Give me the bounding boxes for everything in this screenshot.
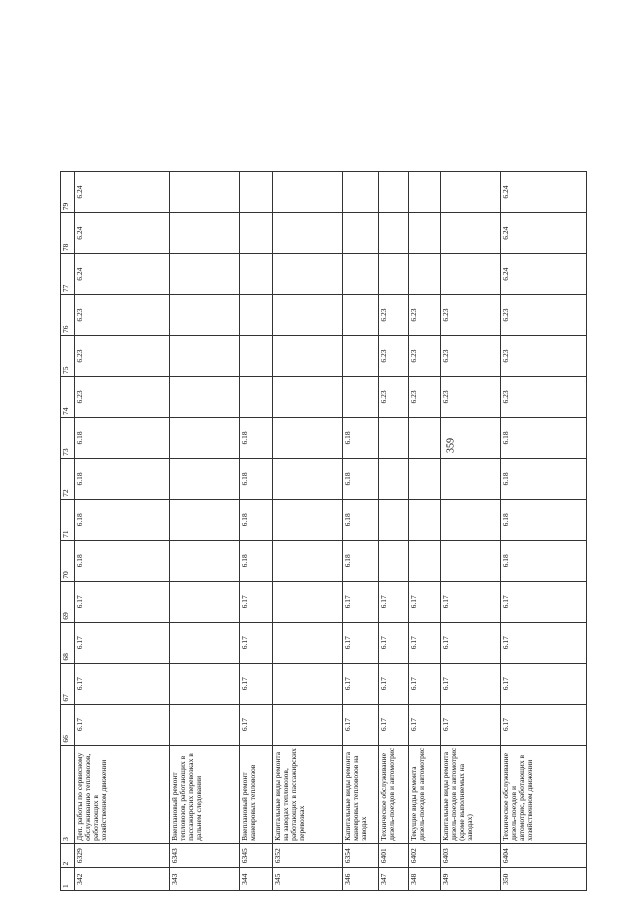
value-cell [240, 295, 273, 336]
value-cell: 6.18 [240, 499, 273, 540]
value-cell: 6.17 [501, 704, 587, 745]
value-cell [441, 540, 501, 581]
value-cell: 6.23 [379, 295, 409, 336]
table-row [343, 172, 379, 891]
column-header: 71 [61, 499, 75, 540]
value-cell: 6.24 [501, 213, 587, 254]
value-cell [379, 499, 409, 540]
value-cell [170, 622, 240, 663]
value-cell: 6.17 [75, 704, 170, 745]
value-cell [273, 581, 343, 622]
value-cell: 6.18 [343, 499, 379, 540]
row-code: 6401 [379, 843, 409, 868]
value-cell: 6.24 [75, 172, 170, 213]
row-name: Техническое обслуживание дизель-поездов и автомотрис [379, 745, 409, 843]
row-number: 342 [75, 868, 170, 891]
value-cell [240, 172, 273, 213]
value-cell [273, 540, 343, 581]
table-row [409, 172, 441, 891]
value-cell: 6.17 [240, 581, 273, 622]
value-cell [409, 458, 441, 499]
row-name: Техническое обслуживание дизель-поездов и автомотрис, работающих в хозяйственном движении [501, 745, 587, 843]
value-cell: 6.23 [379, 377, 409, 418]
column-header: 2 [61, 843, 75, 868]
column-header: 79 [61, 172, 75, 213]
column-header: 78 [61, 213, 75, 254]
row-number: 346 [343, 868, 379, 891]
value-cell [170, 213, 240, 254]
value-cell [240, 254, 273, 295]
value-cell [379, 417, 409, 458]
value-cell [170, 581, 240, 622]
row-number: 350 [501, 868, 587, 891]
value-cell [379, 213, 409, 254]
value-cell [273, 254, 343, 295]
value-cell: 6.23 [409, 336, 441, 377]
registry-table [60, 171, 587, 891]
value-cell: 6.17 [379, 663, 409, 704]
value-cell: 6.17 [409, 704, 441, 745]
value-cell: 6.23 [441, 295, 501, 336]
value-cell [273, 172, 343, 213]
value-cell: 6.18 [240, 417, 273, 458]
value-cell [240, 336, 273, 377]
value-cell [379, 540, 409, 581]
value-cell: 6.18 [501, 417, 587, 458]
value-cell: 6.17 [441, 704, 501, 745]
value-cell: 6.17 [379, 622, 409, 663]
value-cell: 6.24 [501, 172, 587, 213]
value-cell: 6.18 [501, 540, 587, 581]
row-number: 344 [240, 868, 273, 891]
column-header: 70 [61, 540, 75, 581]
value-cell: 6.23 [409, 377, 441, 418]
value-cell: 6.18 [501, 499, 587, 540]
table-row [273, 172, 343, 891]
value-cell [409, 172, 441, 213]
value-cell [379, 458, 409, 499]
value-cell: 6.18 [75, 458, 170, 499]
value-cell [273, 295, 343, 336]
value-cell [343, 377, 379, 418]
value-cell: 6.17 [379, 581, 409, 622]
table-row [75, 172, 170, 891]
value-cell: 6.17 [409, 581, 441, 622]
value-cell: 6.17 [343, 622, 379, 663]
table-body [75, 172, 587, 891]
value-cell [409, 213, 441, 254]
value-cell: 6.17 [441, 663, 501, 704]
value-cell [273, 704, 343, 745]
row-name: Внеплановый ремонт маневровых тепловозов [240, 745, 273, 843]
table-row [501, 172, 587, 891]
value-cell [170, 540, 240, 581]
value-cell: 6.17 [75, 622, 170, 663]
value-cell: 6.17 [240, 663, 273, 704]
value-cell [273, 213, 343, 254]
value-cell: 6.17 [501, 581, 587, 622]
value-cell [170, 254, 240, 295]
value-cell [170, 295, 240, 336]
value-cell [170, 336, 240, 377]
value-cell [379, 254, 409, 295]
value-cell [409, 499, 441, 540]
row-code: 6403 [441, 843, 501, 868]
value-cell [170, 704, 240, 745]
row-number: 348 [409, 868, 441, 891]
value-cell: 6.17 [409, 622, 441, 663]
row-code: 6404 [501, 843, 587, 868]
value-cell: 6.17 [343, 581, 379, 622]
value-cell [409, 254, 441, 295]
table-row [441, 172, 501, 891]
value-cell: 6.23 [501, 336, 587, 377]
value-cell: 6.23 [75, 377, 170, 418]
value-cell [273, 663, 343, 704]
value-cell: 6.18 [240, 540, 273, 581]
value-cell [409, 417, 441, 458]
value-cell [240, 213, 273, 254]
value-cell [170, 417, 240, 458]
value-cell [343, 213, 379, 254]
value-cell: 6.23 [441, 336, 501, 377]
column-header: 69 [61, 581, 75, 622]
value-cell [170, 172, 240, 213]
value-cell: 6.23 [75, 295, 170, 336]
value-cell [379, 172, 409, 213]
row-code: 6345 [240, 843, 273, 868]
value-cell [441, 254, 501, 295]
row-name: Внеплановый ремонт тепловозов, работающих в пассажирских перевозках в дальнем следовании [170, 745, 240, 843]
row-name: Капитальные виды ремонта дизель-поездов и автомотрис (кроме выполняемых на заводах) [441, 745, 501, 843]
value-cell [343, 336, 379, 377]
value-cell: 6.24 [501, 254, 587, 295]
value-cell [170, 499, 240, 540]
row-number: 349 [441, 868, 501, 891]
row-name: Капитальные виды ремонта на заводах тепловозов, работающих в пассажирских перевозках [273, 745, 343, 843]
value-cell: 6.24 [75, 213, 170, 254]
row-number: 347 [379, 868, 409, 891]
value-cell: 6.23 [379, 336, 409, 377]
row-number: 343 [170, 868, 240, 891]
value-cell: 6.23 [75, 336, 170, 377]
value-cell [240, 377, 273, 418]
table-row [240, 172, 273, 891]
header-row [61, 172, 75, 891]
value-cell: 6.23 [441, 377, 501, 418]
column-header: 77 [61, 254, 75, 295]
value-cell [343, 172, 379, 213]
page-number: 359 [445, 438, 457, 453]
value-cell: 6.17 [75, 581, 170, 622]
value-cell: 6.17 [441, 581, 501, 622]
column-header: 76 [61, 295, 75, 336]
column-header: 68 [61, 622, 75, 663]
value-cell: 6.18 [240, 458, 273, 499]
column-header: 1 [61, 868, 75, 891]
value-cell: 6.18 [343, 540, 379, 581]
value-cell [343, 295, 379, 336]
column-header: 67 [61, 663, 75, 704]
row-code: 6352 [273, 843, 343, 868]
value-cell [273, 622, 343, 663]
row-name: Текущие виды ремонта дизель-поездов и автомотрис [409, 745, 441, 843]
column-header: 72 [61, 458, 75, 499]
value-cell [273, 417, 343, 458]
value-cell: 6.23 [501, 377, 587, 418]
value-cell: 6.17 [240, 704, 273, 745]
value-cell: 6.17 [501, 622, 587, 663]
value-cell: 6.17 [75, 663, 170, 704]
value-cell: 6.23 [501, 295, 587, 336]
row-code: 6329 [75, 843, 170, 868]
column-header: 74 [61, 377, 75, 418]
value-cell [441, 417, 501, 458]
value-cell: 6.18 [501, 458, 587, 499]
value-cell [170, 663, 240, 704]
value-cell [273, 377, 343, 418]
column-header: 73 [61, 417, 75, 458]
value-cell [273, 336, 343, 377]
row-code: 6402 [409, 843, 441, 868]
value-cell [441, 458, 501, 499]
column-header: 66 [61, 704, 75, 745]
value-cell: 6.23 [409, 295, 441, 336]
value-cell: 6.18 [75, 499, 170, 540]
column-header: 3 [61, 745, 75, 843]
value-cell [441, 213, 501, 254]
value-cell: 6.18 [75, 417, 170, 458]
value-cell: 6.18 [343, 417, 379, 458]
value-cell: 6.18 [75, 540, 170, 581]
row-code: 6343 [170, 843, 240, 868]
value-cell [273, 499, 343, 540]
value-cell [343, 254, 379, 295]
rotated-table-container [60, 171, 580, 891]
value-cell: 6.17 [343, 704, 379, 745]
row-name: Капитальные виды ремонта маневровых тепловозов на заводах [343, 745, 379, 843]
column-header: 75 [61, 336, 75, 377]
value-cell: 6.18 [343, 458, 379, 499]
table-row [170, 172, 240, 891]
value-cell [273, 458, 343, 499]
value-cell [170, 377, 240, 418]
value-cell [441, 499, 501, 540]
row-code: 6354 [343, 843, 379, 868]
value-cell [441, 172, 501, 213]
value-cell: 6.17 [501, 663, 587, 704]
value-cell: 6.17 [240, 622, 273, 663]
value-cell: 6.17 [343, 663, 379, 704]
row-name: Деп. работы по сервисному обслуживанию тепловозов, работающих в хозяйственном движении [75, 745, 170, 843]
value-cell [170, 458, 240, 499]
value-cell: 6.24 [75, 254, 170, 295]
value-cell: 6.17 [441, 622, 501, 663]
table-row [379, 172, 409, 891]
row-number: 345 [273, 868, 343, 891]
value-cell [409, 540, 441, 581]
value-cell: 6.17 [409, 663, 441, 704]
value-cell: 6.17 [379, 704, 409, 745]
